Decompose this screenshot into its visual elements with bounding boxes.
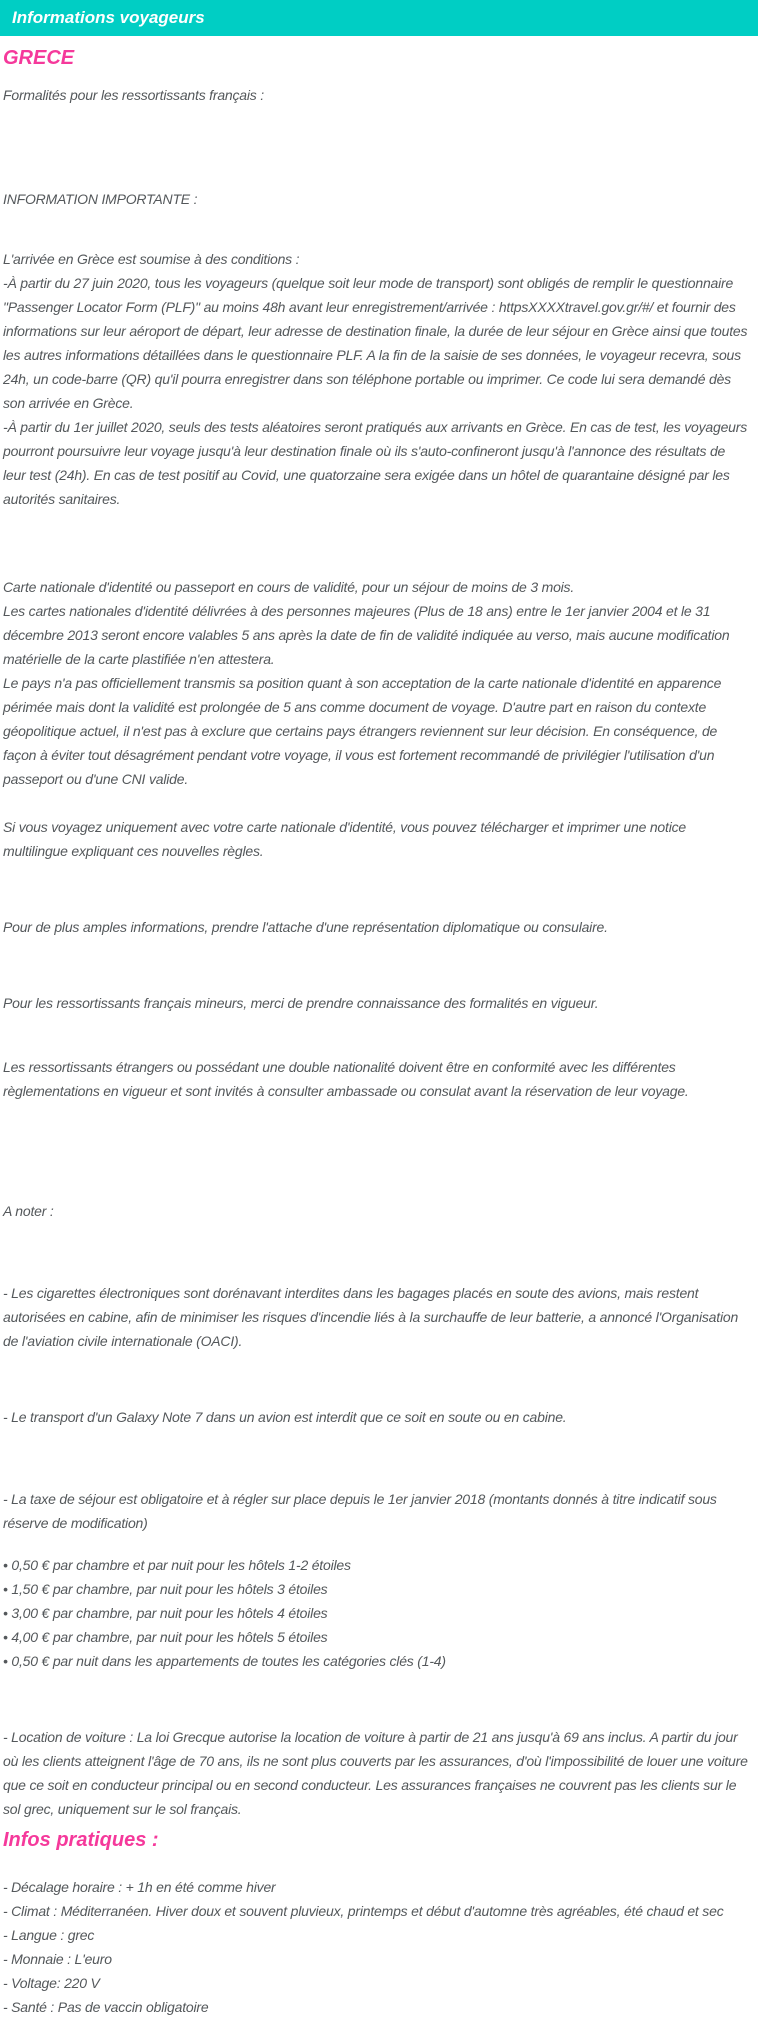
practical-info-list [3, 1875, 748, 2019]
diplomatic-info-paragraph: Pour de plus amples informations, prendre l'attache d'une représentation diplomatique ou consulaire. [3, 919, 608, 935]
tax-rate-item: • 0,50 € par chambre et par nuit pour les hôtels 1-2 étoiles [3, 1553, 748, 1577]
e-cigarettes-paragraph: - Les cigarettes électroniques sont dorénavant interdites dans les bagages placés en soute des avions, mais restent autorisées en cabine, afin de minimiser les risques d'incendie liés à la surchauffe de leur batterie, a annoncé l'Organisation de l'aviation civile internationale (OACI). [3, 1285, 739, 1349]
country-position-paragraph: Le pays n'a pas officiellement transmis sa position quant à son acceptation de la carte nationale d'identité en apparence périmée mais dont la validité est prolongée de 5 ans comme document de voyage. D'autre part en raison du contexte géopolitique actuel, il n'est pas à exclure que certains pays étrangers reviennent sur leur décision. En conséquence, de façon à éviter tout désagrément pendant votre voyage, il vous est fortement recommandé de privilégier l'utilisation d'un passeport ou d'une CNI valide. [3, 675, 722, 787]
practical-info-heading: Infos pratiques : [3, 1829, 159, 1851]
tourist-tax-paragraph: - La taxe de séjour est obligatoire et à régler sur place depuis le 1er janvier 2018 (montants donnés à titre indicatif sous réserve de modification) [3, 1491, 717, 1531]
travel-info-content [0, 45, 758, 2033]
id-validity-paragraph: Carte nationale d'identité ou passeport en cours de validité, pour un séjour de moins de 3 mois. [3, 579, 575, 595]
important-information-label: INFORMATION IMPORTANTE : [3, 191, 198, 207]
arrival-conditions-block [3, 247, 748, 511]
practical-info-item: - Langue : grec [3, 1927, 95, 1943]
car-rental-paragraph: - Location de voiture : La loi Grecque autorise la location de voiture à partir de 21 ans jusqu'à 69 ans inclus. A partir du jour où les clients atteignent l'âge de 70 ans, ils ne sont plus couverts par les assurances, d'où l'impossibilité de louer une voiture que ce soit en conducteur principal ou en second conducteur. Les assurances françaises ne couvrent pas les clients sur le sol grec, uniquement sur le sol français. [3, 1729, 748, 1817]
formalities-intro: Formalités pour les ressortissants français : [3, 87, 264, 103]
tax-rate-item: • 3,00 € par chambre, par nuit pour les hôtels 4 étoiles [3, 1601, 748, 1625]
tax-rate-item: • 4,00 € par chambre, par nuit pour les hôtels 5 étoiles [3, 1625, 748, 1649]
galaxy-note7-paragraph: - Le transport d'un Galaxy Note 7 dans un avion est interdit que ce soit en soute ou en cabine. [3, 1409, 567, 1425]
practical-info-item: - Monnaie : L'euro [3, 1951, 112, 1967]
tax-rate-item: • 0,50 € par nuit dans les appartements de toutes les catégories clés (1-4) [3, 1649, 748, 1673]
country-heading: GRECE [3, 47, 75, 69]
practical-info-item: - Voltage: 220 V [3, 1975, 100, 1991]
minors-paragraph: Pour les ressortissants français mineurs, merci de prendre connaissance des formalités en vigueur. [3, 995, 599, 1011]
foreign-nationals-paragraph: Les ressortissants étrangers ou possédant une double nationalité doivent être en conformité avec les différentes règlementations en vigueur et sont invités à consulter ambassade ou consulat avant la réservation de leur voyage. [3, 1059, 689, 1099]
plf-requirement-paragraph: -À partir du 27 juin 2020, tous les voyageurs (quelque soit leur mode de transport) sont obligés de remplir le questionnaire "Passenger Locator Form (PLF)" au moins 48h avant leur enregistrement/arrivée : httpsXXXXtravel.gov.gr/#/ et fournir des informations sur leur aéroport de départ, leur adresse de destination finale, la durée de leur séjour en Grèce ainsi que toutes les autres informations détaillées dans le questionnaire PLF. A la fin de la saisie de ses données, le voyageur recevra, sous 24h, un code-barre (QR) qu'il pourra enregistrer dans son téléphone portable ou imprimer. Ce code lui sera demandé dès son arrivée en Grèce. [3, 275, 748, 411]
arrival-conditions-intro: L'arrivée en Grèce est soumise à des conditions : [3, 251, 300, 267]
travellers-info-title: Informations voyageurs [12, 8, 205, 27]
note-label: A noter : [3, 1203, 54, 1219]
practical-info-item: - Santé : Pas de vaccin obligatoire [3, 1999, 209, 2015]
practical-info-item: - Climat : Méditerranéen. Hiver doux et souvent pluvieux, printemps et début d'automne très agréables, été chaud et sec [3, 1903, 724, 1919]
tourist-tax-rates-list [3, 1553, 748, 1673]
tax-rate-item: • 1,50 € par chambre, par nuit pour les hôtels 3 étoiles [3, 1577, 748, 1601]
identity-documents-block [3, 575, 748, 791]
travellers-info-header-bar [0, 0, 758, 36]
id-cards-extension-paragraph: Les cartes nationales d'identité délivrées à des personnes majeures (Plus de 18 ans) entre le 1er janvier 2004 et le 31 décembre 2013 seront encore valables 5 ans après la date de fin de validité indiquée au verso, mais aucune modification matérielle de la carte plastifiée n'en attestera. [3, 603, 730, 667]
cni-notice-paragraph: Si vous voyagez uniquement avec votre carte nationale d'identité, vous pouvez télécharger et imprimer une notice multilingue expliquant ces nouvelles règles. [3, 819, 687, 859]
random-tests-paragraph: -À partir du 1er juillet 2020, seuls des tests aléatoires seront pratiqués aux arrivants en Grèce. En cas de test, les voyageurs pourront poursuivre leur voyage jusqu'à leur destination finale où ils s'auto-confineront jusqu'à l'annonce des résultats de leur test (24h). En cas de test positif au Covid, une quatorzaine sera exigée dans un hôtel de quarantaine désigné par les autorités sanitaires. [3, 419, 748, 507]
practical-info-item: - Décalage horaire : + 1h en été comme hiver [3, 1879, 276, 1895]
